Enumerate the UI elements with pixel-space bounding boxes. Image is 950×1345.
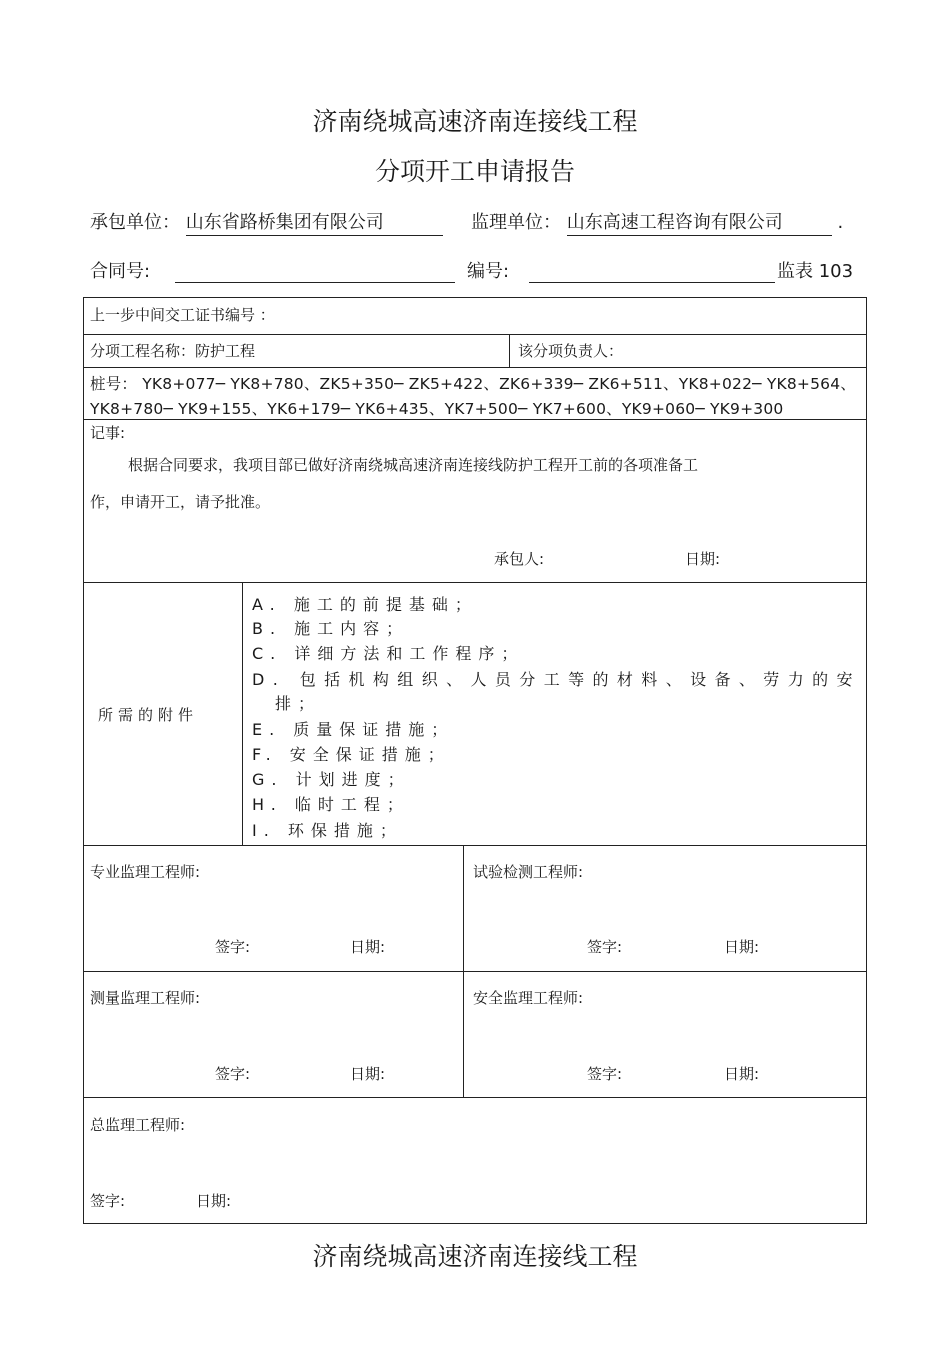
notes-line-2: 作，申请开工，请予批准。 <box>90 493 271 511</box>
sign-label: 签字: <box>587 1065 623 1083</box>
safety-engineer-label: 安全监理工程师: <box>473 989 584 1007</box>
application-form <box>83 297 867 1224</box>
document-subtitle: 分项开工申请报告 <box>374 157 575 186</box>
document-title: 济南绕城高速济南连接线工程 <box>312 107 638 136</box>
chief-engineer-label: 总监理工程师: <box>90 1116 186 1134</box>
test-engineer-label: 试验检测工程师: <box>473 863 584 881</box>
prev-cert-label: 上一步中间交工证书编号 ： <box>90 306 275 324</box>
attachment-item: 排； <box>275 694 322 713</box>
supervisor-label: 监理单位： <box>471 212 561 233</box>
serial-no-field <box>529 260 775 283</box>
col-divider <box>463 845 464 1097</box>
serial-no-label: 编号: <box>467 261 510 282</box>
attachment-item: G. 计划进度； <box>252 770 411 789</box>
row-divider <box>84 971 866 972</box>
supervisor-value: 山东高速工程咨询有限公司 <box>567 208 832 236</box>
responsible-label: 该分项负责人： <box>518 342 624 360</box>
row-divider <box>84 334 866 335</box>
row-divider <box>84 367 866 368</box>
attachment-item: D. 包括机构组织、人员分工等的材料、设备、劳力的安 <box>252 670 861 689</box>
sign-label: 签字: <box>215 938 251 956</box>
contractor-label: 承包单位： <box>90 212 180 233</box>
supervisor-row <box>471 208 843 236</box>
sign-label: 签字: <box>587 938 623 956</box>
sign-label: 签字: <box>90 1192 126 1210</box>
sign-label: 签字: <box>215 1065 251 1083</box>
row-divider <box>84 1097 866 1098</box>
attachment-item: B. 施工内容； <box>252 619 410 638</box>
contractor-sign-label: 承包人: <box>494 550 545 568</box>
attachment-item: C. 详细方法和工作程序； <box>252 644 525 663</box>
stake-line-1: 桩号： YK8+077─ YK8+780、ZK5+350─ ZK5+422、ZK6+339─ ZK6+511、YK8+022─ YK8+564、 <box>90 375 856 393</box>
row-divider <box>84 845 866 846</box>
specialist-engineer-label: 专业监理工程师: <box>90 863 201 881</box>
notes-date-label: 日期: <box>685 550 721 568</box>
notes-line-1: 根据合同要求，我项目部已做好济南绕城高速济南连接线防护工程开工前的各项准备工 <box>128 456 699 474</box>
attachment-item: H. 临时工程； <box>252 795 410 814</box>
date-label: 日期: <box>350 1065 386 1083</box>
contract-no-field <box>175 260 455 283</box>
notes-label: 记事: <box>90 424 126 442</box>
contract-no-label: 合同号: <box>90 261 151 282</box>
attachment-item: F. 安全保证措施； <box>252 745 451 764</box>
attachments-label: 所需的附件 <box>98 706 199 724</box>
sub-project-label: 分项工程名称：防护工程 <box>90 342 256 360</box>
form-code: 监表 103 <box>777 261 854 282</box>
stake-line-2: YK8+780─ YK9+155、YK6+179─ YK6+435、YK7+500─ YK7+600、YK9+060─ YK9+300 <box>90 400 784 418</box>
col-divider <box>242 582 243 845</box>
row-divider <box>84 419 866 420</box>
attachment-item: A. 施工的前提基础； <box>252 595 478 614</box>
row-divider <box>84 582 866 583</box>
footer-title: 济南绕城高速济南连接线工程 <box>312 1242 638 1271</box>
attachment-item: E. 质量保证措施； <box>252 720 455 739</box>
date-label: 日期: <box>724 938 760 956</box>
survey-engineer-label: 测量监理工程师: <box>90 989 201 1007</box>
date-label: 日期: <box>350 938 386 956</box>
date-label: 日期: <box>196 1192 232 1210</box>
supervisor-end: . <box>837 212 844 233</box>
attachment-item: I. 环保措施； <box>252 821 403 840</box>
contract-no-row <box>90 257 150 283</box>
date-label: 日期: <box>724 1065 760 1083</box>
contractor-value: 山东省路桥集团有限公司 <box>186 208 443 236</box>
contractor-row <box>90 208 443 236</box>
col-divider <box>509 334 510 367</box>
